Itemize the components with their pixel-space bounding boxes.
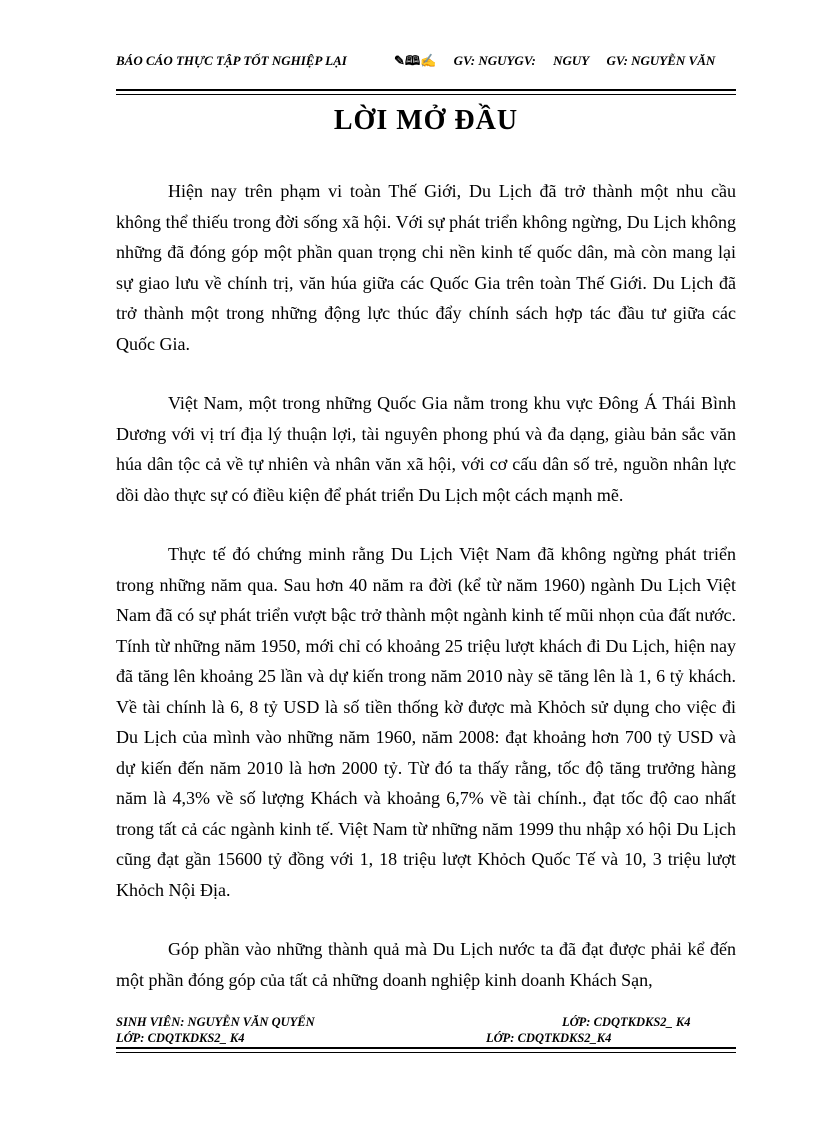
header-rule xyxy=(116,89,736,95)
body-text xyxy=(116,176,736,1024)
paragraph: Hiện nay trên phạm vi toàn Thế Giới, Du Lịch đã trở thành một nhu cầu không thể thiếu trong đời sống xã hội. Với sự phát triển không ngừng, Du Lịch không những đã đóng góp một phần quan trọng chi nền kinh tế quốc dân, mà còn mang lại sự giao lưu về chính trị, văn húa giữa các Quốc Gia trên toàn Thế Giới. Du Lịch đã trở thành một trong những động lực thúc đẩy chính sách hợp tác đầu tư giữa các Quốc Gia. xyxy=(116,181,736,354)
student-name: SINH VIÊN: NGUYỄN VĂN QUYẾN xyxy=(116,1015,315,1029)
footer-rule xyxy=(116,1047,736,1053)
advisor-label-1: GV: NGUYGV: xyxy=(453,53,536,68)
paragraph: Thực tế đó chứng minh rằng Du Lịch Việt Nam đã không ngừng phát triển trong những năm qua. Sau hơn 40 năm ra đời (kể từ năm 1960) ngành Du Lịch Việt Nam đã có sự phát triển vượt bậc trở thành một ngành kinh tế mũi nhọn của đất nước. Tính từ những năm 1950, mới chỉ có khoảng 25 triệu lượt khách đi Du Lịch, hiện nay đã tăng lên khoảng 25 lần và dự kiến trong năm 2010 này sẽ tăng lên là 1, 6 tỷ khách. Về tài chính là 6, 8 tỷ USD là số tiền thống kờ được mà Khỏch sử dụng cho việc đi Du Lịch của mình vào những năm 1960, năm 2008: đạt khoảng hơn 700 tỷ USD và dự kiến đến năm 2010 là hơn 2000 tỷ. Từ đó ta thấy rằng, tốc độ tăng trưởng hàng năm là 4,3% về số lượng Khách và khoảng 6,7% về tài chính., đạt tốc độ cao nhất trong tất cả các ngành kinh tế. Việt Nam từ những năm 1999 thu nhập xó hội Du Lịch cũng đạt gần 15600 tỷ đồng với 1, 18 triệu lượt Khỏch Quốc Tế và 10, 3 triệu lượt Khỏch Nội Địa. xyxy=(116,544,736,900)
report-title-header: BÁO CÁO THỰC TẬP TỐT NGHIỆP LẠI xyxy=(116,53,347,68)
class-label: LỚP: CDQTKDKS2_K4 xyxy=(486,1031,612,1045)
paragraph: Việt Nam, một trong những Quốc Gia nằm trong khu vực Đông Á Thái Bình Dương với vị trí địa lý thuận lợi, tài nguyên phong phú và đa dạng, giàu bản sắc văn húa dân tộc cả về tự nhiên và nhân văn xã hội, với cơ cấu dân số trẻ, nguồn nhân lực dồi dào thực sự có điều kiện để phát triển Du Lịch một cách mạnh mẽ. xyxy=(116,393,736,505)
class-label: LỚP: CDQTKDKS2_ K4 xyxy=(562,1015,691,1029)
advisor-label-3: GV: NGUYỄN VĂN xyxy=(606,53,716,68)
page-title: LỜI MỞ ĐẦU xyxy=(333,105,519,136)
book-ornament-icon: ✎🕮✍ xyxy=(394,53,437,68)
advisor-header xyxy=(394,52,715,69)
page-header xyxy=(116,52,736,90)
class-label: LỚP: CDQTKDKS2_ K4 xyxy=(116,1031,245,1045)
paragraph: Góp phần vào những thành quả mà Du Lịch nước ta đã đạt được phải kể đến một phần đóng góp của tất cả những doanh nghiệp kinh doanh Khách Sạn, xyxy=(116,939,736,990)
page-footer xyxy=(116,1014,736,1046)
advisor-label-2: NGUY xyxy=(553,53,590,68)
